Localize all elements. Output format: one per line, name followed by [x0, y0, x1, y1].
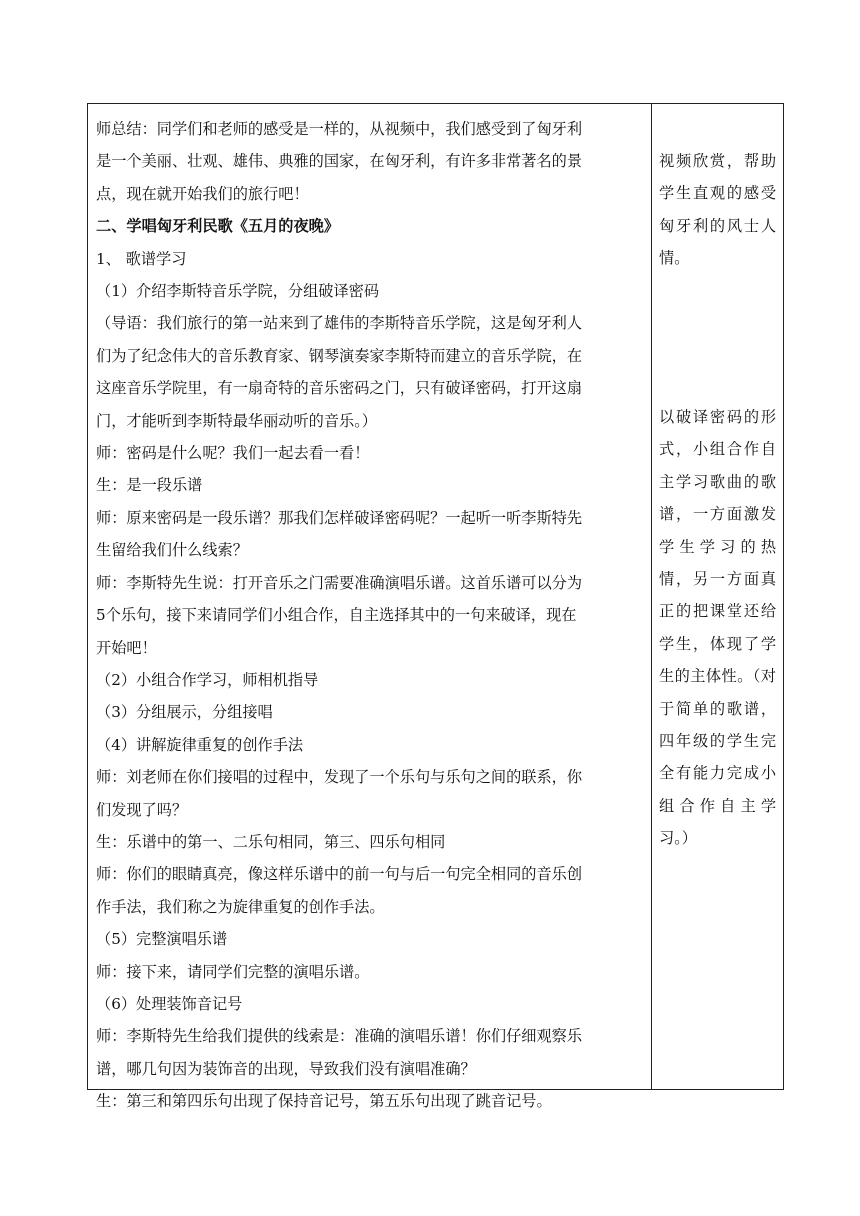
- content-line: 师：密码是什么呢？我们一起去看一看！: [96, 444, 370, 463]
- content-line: 是一个美丽、壮观、雄伟、典雅的国家，在匈牙利，有许多非常著名的景: [96, 152, 582, 171]
- content-line: 生：是一段乐谱: [96, 476, 203, 495]
- content-line: （1）介绍李斯特音乐学院，分组破译密码: [96, 282, 380, 301]
- content-line: 们为了纪念伟大的音乐教育家、钢琴演奏家李斯特而建立的音乐学院，在: [96, 346, 582, 365]
- table-column-divider: [651, 103, 652, 1090]
- design-note-decode: 以破译密码的形式，小组合作自主学习歌曲的歌谱，一方面激发学生学习的热情，另一方面真正的把课堂还给学生，体现了学生的主体性。（对于简单的歌谱，四年级的学生完全有能力完成小组合作自主学习。）: [659, 408, 776, 848]
- content-line: 生：乐谱中的第一、二乐句相同，第三、四乐句相同: [96, 832, 446, 851]
- content-line: 师：你们的眼睛真亮，像这样乐谱中的前一句与后一句完全相同的音乐创: [96, 865, 582, 884]
- content-line: （3）分组展示，分组接唱: [96, 703, 273, 722]
- content-line: 师：刘老师在你们接唱的过程中，发现了一个乐句与乐句之间的联系，你: [96, 768, 582, 787]
- content-line: 5个乐句，接下来请同学们小组合作，自主选择其中的一句来破译，现在: [96, 606, 577, 625]
- subsection-heading: 1、 歌谱学习: [96, 249, 187, 268]
- content-line: 师：接下来，请同学们完整的演唱乐谱。: [96, 962, 370, 981]
- content-line: 这座音乐学院里，有一扇奇特的音乐密码之门，只有破译密码，打开这扇: [96, 379, 582, 398]
- content-line: （5）完整演唱乐谱: [96, 930, 228, 949]
- content-line: 师：原来密码是一段乐谱？那我们怎样破译密码呢？一起听一听李斯特先: [96, 508, 582, 527]
- content-line: 生留给我们什么线索？: [96, 541, 248, 560]
- lesson-content-cell: [96, 113, 648, 1118]
- content-line: 师总结：同学们和老师的感受是一样的，从视频中，我们感受到了匈牙利: [96, 120, 582, 138]
- content-line: 门，才能听到李斯特最华丽动听的音乐。）: [96, 411, 377, 430]
- content-line: （导语：我们旅行的第一站来到了雄伟的李斯特音乐学院，这是匈牙利人: [96, 314, 582, 333]
- content-line: （4）讲解旋律重复的创作手法: [96, 735, 304, 754]
- content-line: 师：李斯特先生说：打开音乐之门需要准确演唱乐谱。这首乐谱可以分为: [96, 573, 582, 592]
- content-line: 们发现了吗？: [96, 800, 188, 819]
- content-line: 点，现在就开始我们的旅行吧！: [96, 184, 309, 203]
- content-line: 谱，哪几句因为装饰音的出现，导致我们没有演唱准确？: [96, 1059, 476, 1078]
- content-line: （6）处理装饰音记号: [96, 994, 243, 1013]
- content-line: （2）小组合作学习，师相机指导: [96, 670, 319, 689]
- content-line: 师：李斯特先生给我们提供的线索是：准确的演唱乐谱！你们仔细观察乐: [96, 1027, 582, 1046]
- content-line: 生：第三和第四乐句出现了保持音记号，第五乐句出现了跳音记号。: [96, 1092, 552, 1111]
- design-note-video: 视频欣赏，帮助学生直观的感受匈牙利的风士人情。: [659, 152, 776, 268]
- content-line: 作手法，我们称之为旋律重复的创作手法。: [96, 897, 385, 916]
- section-heading: 二、学唱匈牙利民歌《五月的夜晚》: [96, 217, 339, 236]
- content-line: 开始吧！: [96, 638, 157, 657]
